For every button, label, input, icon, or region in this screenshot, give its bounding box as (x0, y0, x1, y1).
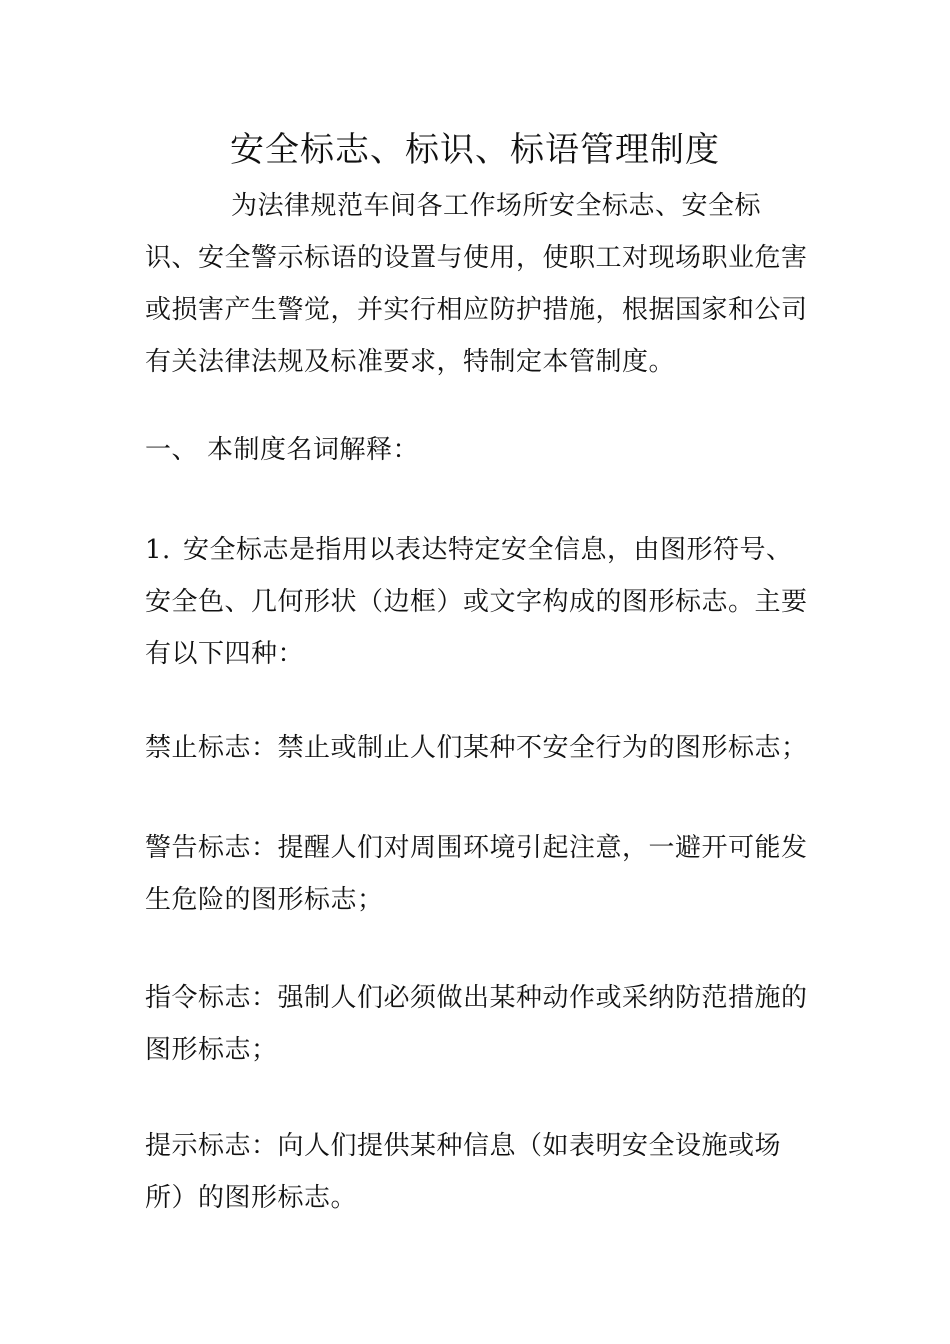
prohibition-sign-paragraph: 禁止标志：禁止或制止人们某种不安全行为的图形标志； (145, 733, 808, 763)
information-sign-paragraph: 提示标志：向人们提供某种信息（如表明安全设施或场所）的图形标志。 (145, 1131, 782, 1213)
intro-paragraph: 为法律规范车间各工作场所安全标志、安全标识、安全警示标语的设置与使用，使职工对现场职业危害或损害产生警觉，并实行相应防护措施，根据国家和公司有关法律法规及标准要求，特制定本管制度。 (145, 191, 808, 377)
warning-sign-paragraph: 警告标志：提醒人们对周围环境引起注意，一避开可能发生危险的图形标志； (145, 833, 808, 915)
section-heading (145, 424, 810, 476)
list-item-1 (145, 524, 810, 680)
mandatory-sign-paragraph: 指令标志：强制人们必须做出某种动作或采纳防范措施的图形标志； (145, 983, 808, 1065)
document-title: 安全标志、标识、标语管理制度 (230, 130, 720, 170)
list-item-number: 1. (145, 535, 171, 565)
list-item-text: 安全标志是指用以表达特定安全信息，由图形符号、安全色、几何形状（边框）或文字构成的图形标志。主要有以下四种： (145, 535, 808, 669)
section-number: 一、 (145, 435, 199, 465)
section-heading-text: 本制度名词解释： (207, 435, 420, 465)
